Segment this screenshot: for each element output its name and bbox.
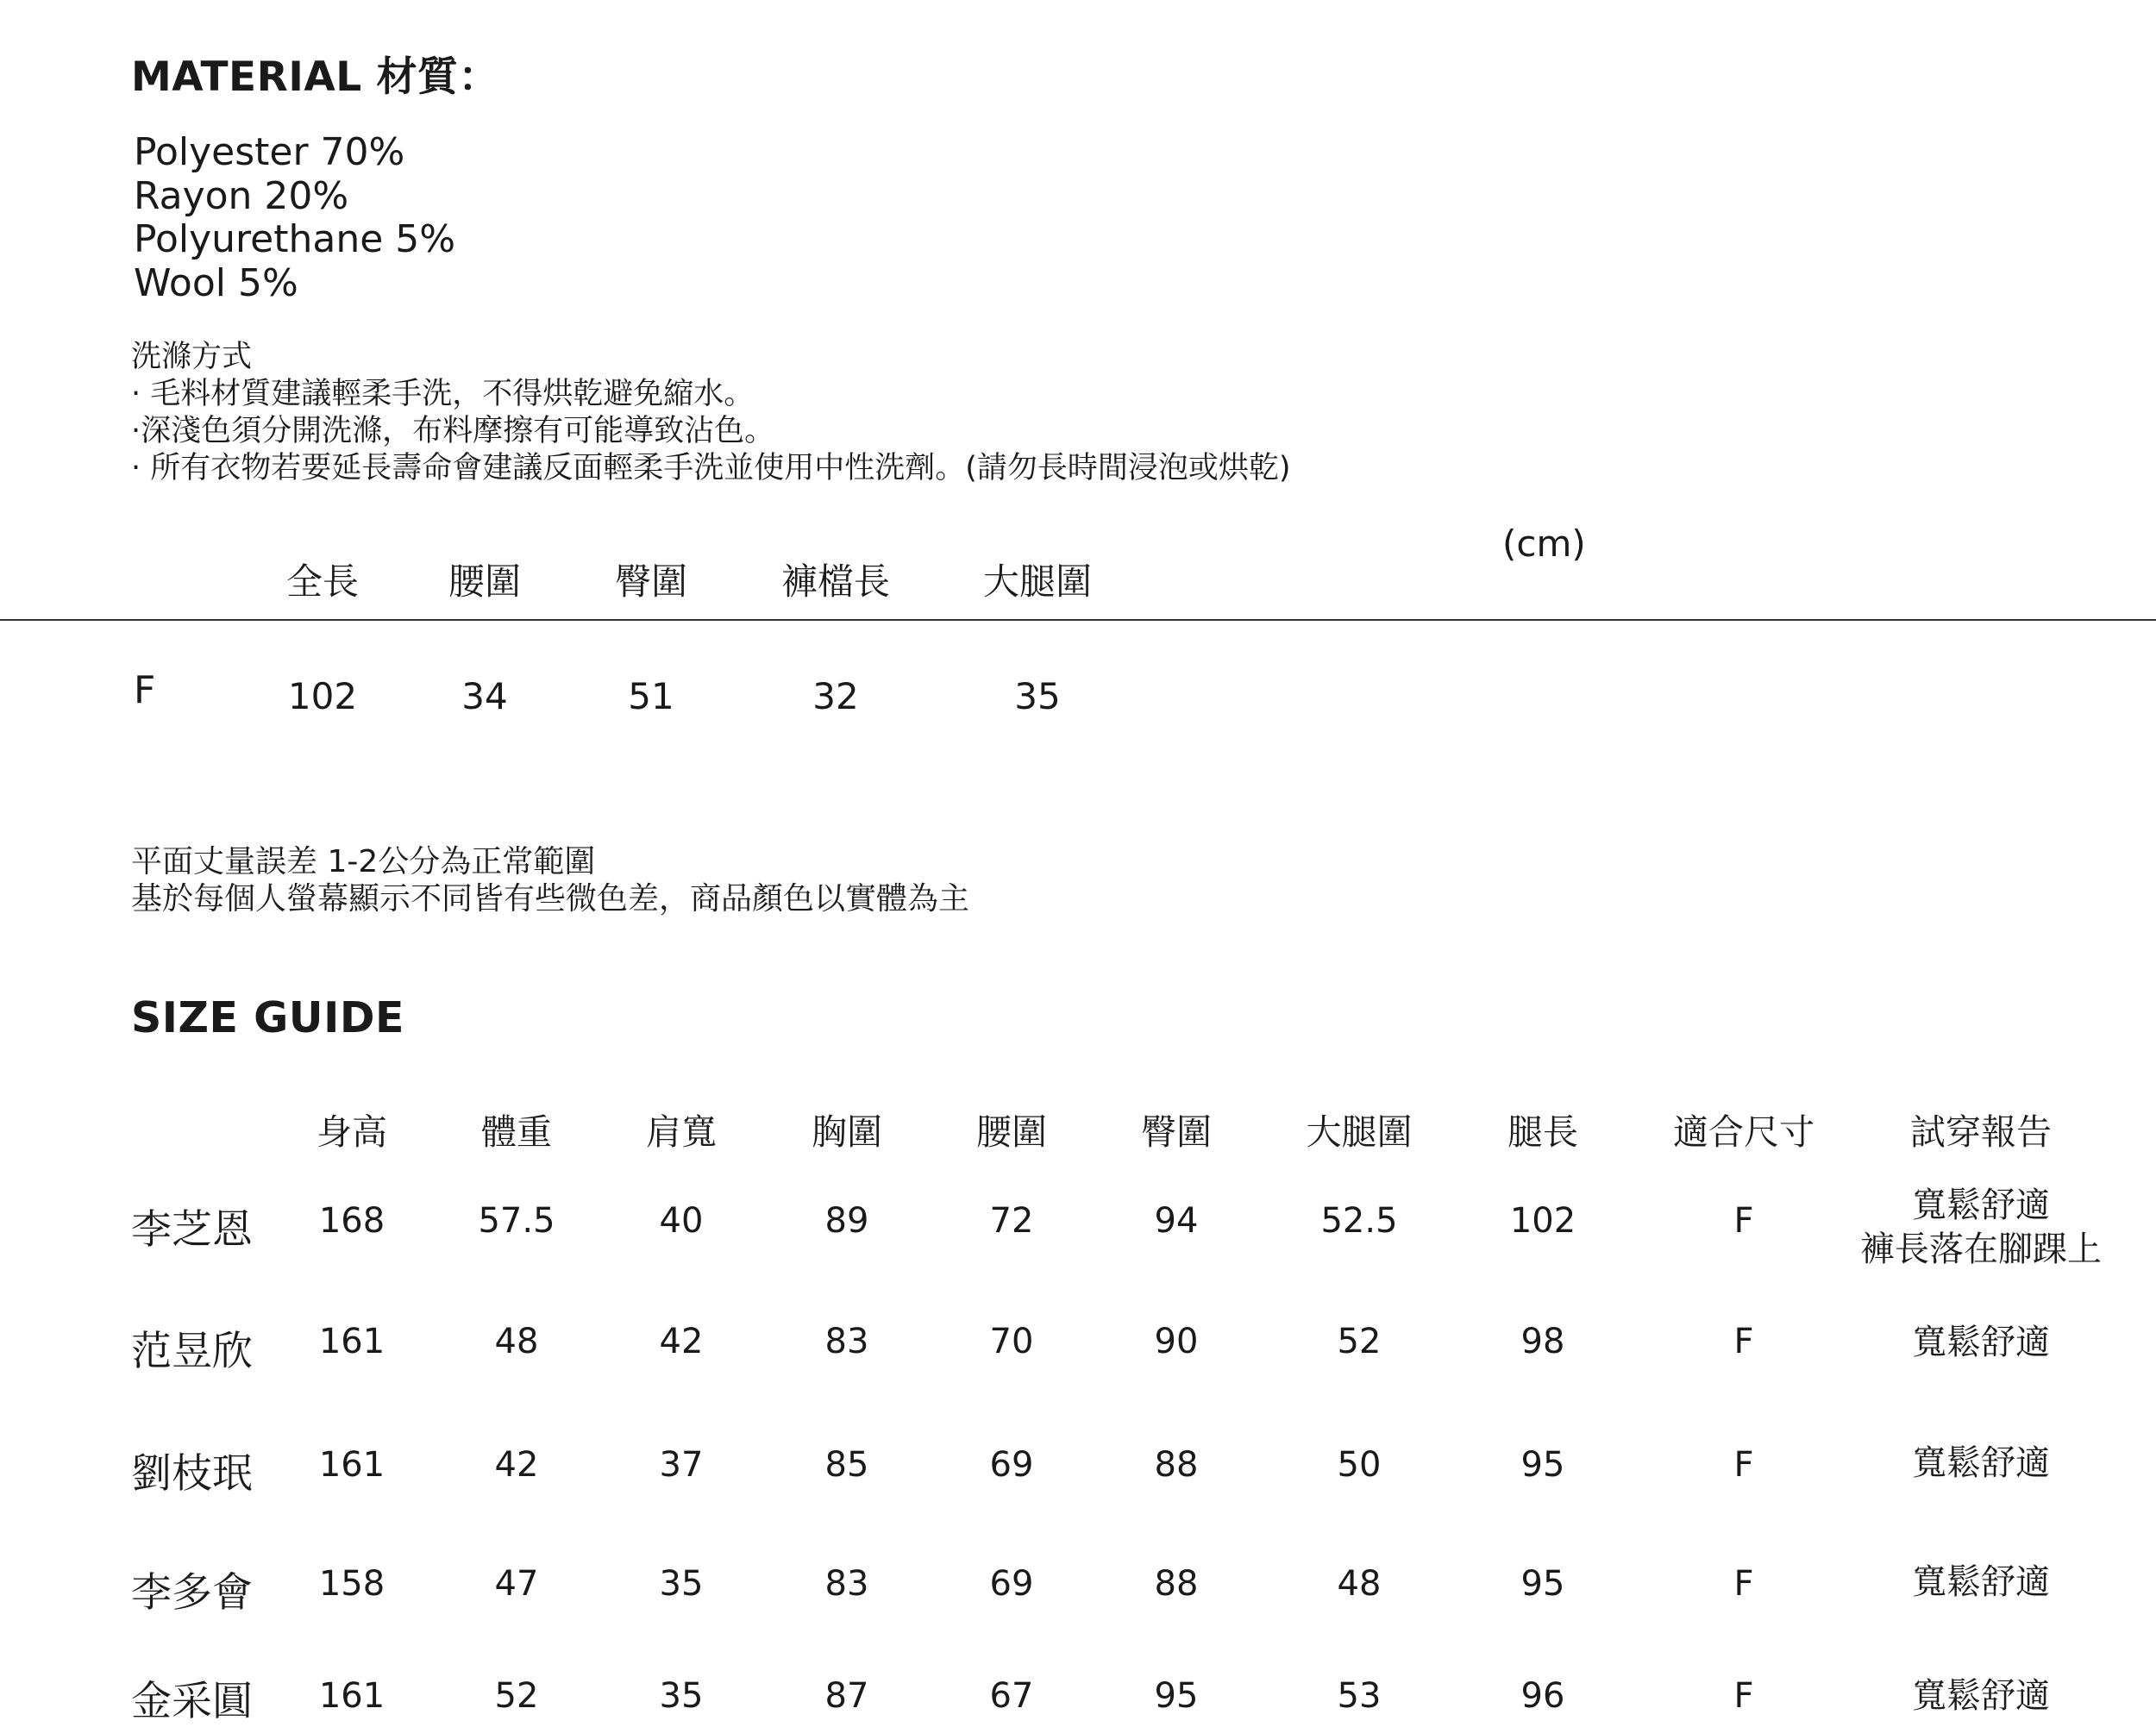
guide-value: 94: [1154, 1201, 1199, 1241]
size-value: 35: [1014, 675, 1061, 717]
guide-value: 158: [318, 1564, 385, 1604]
guide-value: 161: [318, 1445, 385, 1485]
guide-value: 52: [1337, 1322, 1382, 1361]
guide-value: 42: [494, 1445, 539, 1485]
composition-item: Wool 5%: [134, 261, 298, 305]
measurement-note: 平面丈量誤差 1-2公分為正常範圍: [131, 844, 596, 879]
guide-value: 88: [1154, 1564, 1199, 1604]
guide-value: 48: [494, 1322, 539, 1361]
guide-value: 87: [824, 1676, 869, 1716]
guide-value: 88: [1154, 1445, 1199, 1485]
care-line: · 毛料材質建議輕柔手洗，不得烘乾避免縮水。: [131, 377, 755, 411]
model-name: 金采圓: [131, 1678, 253, 1725]
guide-value: 50: [1337, 1445, 1382, 1485]
guide-value: 161: [318, 1322, 385, 1361]
fit-report: 褲長落在腳踝上: [1860, 1230, 2102, 1269]
guide-header: 胸圍: [812, 1111, 882, 1153]
fit-report: 寬鬆舒適: [1912, 1186, 2050, 1225]
care-title: 洗滌方式: [131, 340, 253, 374]
fit-report: 寬鬆舒適: [1912, 1562, 2050, 1602]
guide-value: 72: [989, 1201, 1034, 1241]
guide-value: 35: [659, 1564, 704, 1604]
guide-value: 47: [494, 1564, 539, 1604]
table-divider: [0, 619, 2156, 621]
guide-value: 83: [824, 1322, 869, 1361]
size-label: F: [134, 668, 156, 712]
guide-value: 83: [824, 1564, 869, 1604]
guide-value: F: [1733, 1676, 1754, 1716]
guide-value: 95: [1520, 1564, 1565, 1604]
guide-value: 98: [1520, 1322, 1565, 1361]
guide-value: 89: [824, 1201, 869, 1241]
guide-header: 肩寬: [646, 1111, 717, 1153]
guide-value: 48: [1337, 1564, 1382, 1604]
size-value: 32: [812, 675, 859, 717]
guide-header: 臀圍: [1141, 1111, 1212, 1153]
size-value: 34: [461, 675, 508, 717]
guide-value: 102: [1509, 1201, 1576, 1241]
composition-item: Rayon 20%: [134, 174, 349, 218]
size-value: 51: [628, 675, 674, 717]
guide-value: F: [1733, 1445, 1754, 1485]
guide-value: F: [1733, 1322, 1754, 1361]
guide-value: 95: [1520, 1445, 1565, 1485]
composition-item: Polyurethane 5%: [134, 217, 456, 261]
size-guide-title: SIZE GUIDE: [131, 993, 404, 1042]
guide-value: 168: [318, 1201, 385, 1241]
guide-value: 35: [659, 1676, 704, 1716]
guide-value: 90: [1154, 1322, 1199, 1361]
size-header: 全長: [285, 560, 360, 603]
guide-value: F: [1733, 1564, 1754, 1604]
guide-header: 大腿圍: [1306, 1111, 1413, 1153]
guide-value: 40: [659, 1201, 704, 1241]
guide-value: 53: [1337, 1676, 1382, 1716]
unit-label: (cm): [1502, 522, 1586, 565]
size-header: 大腿圍: [982, 560, 1093, 603]
guide-value: 161: [318, 1676, 385, 1716]
guide-value: 70: [989, 1322, 1034, 1361]
size-value: 102: [287, 675, 358, 717]
care-line: · 所有衣物若要延長壽命會建議反面輕柔手洗並使用中性洗劑。(請勿長時間浸泡或烘乾): [131, 451, 1291, 485]
size-header: 腰圍: [448, 560, 522, 603]
fit-report: 寬鬆舒適: [1912, 1676, 2050, 1716]
guide-header: 試穿報告: [1910, 1111, 2052, 1153]
model-name: 李芝恩: [131, 1206, 253, 1254]
color-note: 基於每個人螢幕顯示不同皆有些微色差，商品顏色以實體為主: [131, 881, 970, 917]
material-title: MATERIAL 材質：: [131, 53, 500, 101]
guide-header: 體重: [481, 1111, 552, 1153]
guide-value: 42: [659, 1322, 704, 1361]
guide-value: 37: [659, 1445, 704, 1485]
guide-value: F: [1733, 1201, 1754, 1241]
size-header: 臀圍: [614, 560, 688, 603]
guide-value: 96: [1520, 1676, 1565, 1716]
model-name: 劉枝珉: [131, 1450, 253, 1498]
guide-header: 腰圍: [976, 1111, 1047, 1153]
guide-value: 95: [1154, 1676, 1199, 1716]
guide-header: 身高: [317, 1111, 387, 1153]
composition-item: Polyester 70%: [134, 130, 405, 174]
fit-report: 寬鬆舒適: [1912, 1323, 2050, 1362]
guide-header: 適合尺寸: [1673, 1111, 1814, 1153]
guide-value: 67: [989, 1676, 1034, 1716]
guide-value: 57.5: [478, 1201, 555, 1241]
guide-value: 52: [494, 1676, 539, 1716]
fit-report: 寬鬆舒適: [1912, 1443, 2050, 1483]
guide-value: 85: [824, 1445, 869, 1485]
guide-header: 腿長: [1507, 1111, 1578, 1153]
guide-value: 69: [989, 1564, 1034, 1604]
guide-value: 69: [989, 1445, 1034, 1485]
model-name: 范昱欣: [131, 1328, 253, 1375]
care-line: ·深淺色須分開洗滌，布料摩擦有可能導致沾色。: [131, 414, 775, 448]
guide-value: 52.5: [1320, 1201, 1398, 1241]
size-header: 褲檔長: [780, 560, 891, 603]
model-name: 李多會: [131, 1569, 253, 1617]
